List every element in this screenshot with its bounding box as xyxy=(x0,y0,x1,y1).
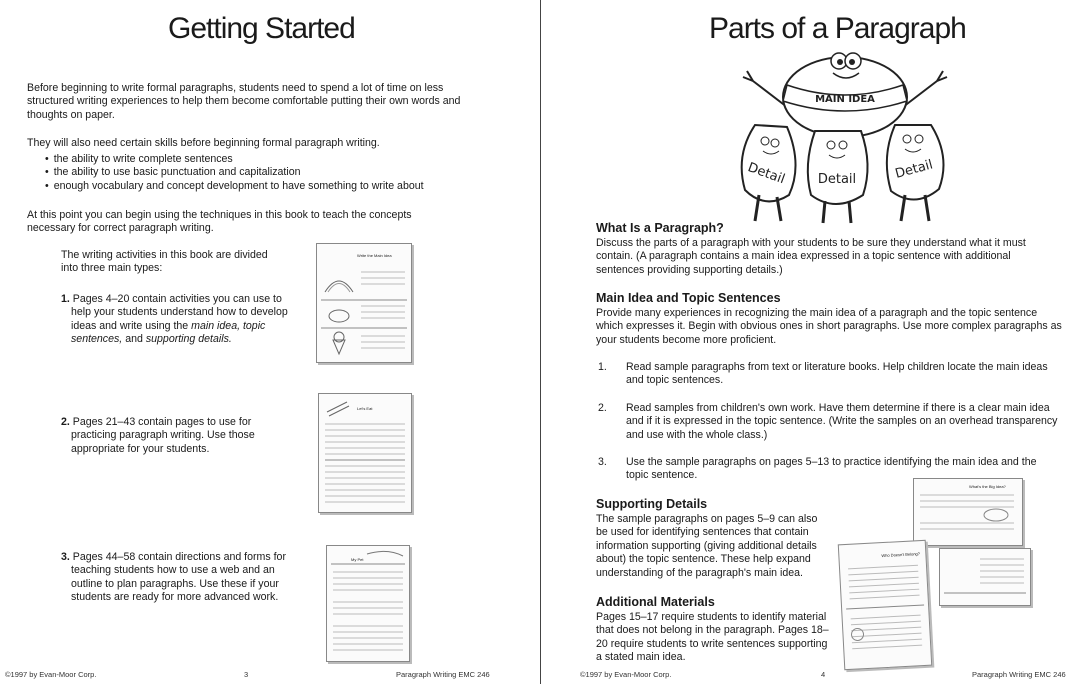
type-item-1: 1. Pages 4–20 contain activities you can use to help your students understand how to develop ideas and write using the main idea, topic sentences, and supporting details. xyxy=(61,293,288,346)
worksheet-lines xyxy=(914,479,1022,545)
point-paragraph: At this point you can begin using the techniques in this book to teach the concepts necessary for correct paragraph writing. xyxy=(27,209,412,235)
heading-main-idea: Main Idea and Topic Sentences xyxy=(596,291,781,305)
worksheet-thumbnail-main-idea xyxy=(316,243,412,363)
page-title-parts-of-a-paragraph: Parts of a Paragraph xyxy=(709,12,966,45)
worksheet-lines xyxy=(319,394,411,512)
detail-label-center: Detail xyxy=(817,172,857,187)
page-title-getting-started: Getting Started xyxy=(168,12,355,45)
type-item-2: 2. Pages 21–43 contain pages to use for practicing paragraph writing. Use those appropriate for your students. xyxy=(61,416,255,455)
thumbnail-title: Who Doesn't Belong? xyxy=(881,551,921,559)
main-idea-text: Provide many experiences in recognizing the main idea of a paragraph and the topic sentence which expresses it. Begin with obvious ones in short paragraphs. Use more complex paragraphs as your students become more proficient. xyxy=(596,307,1062,346)
step-item-1: 1. Read sample paragraphs from text or literature books. Help children locate the main ideas and topic sentences. xyxy=(598,361,1048,387)
step-item-2: 2. Read samples from children's own work. Have them determine if there is a clear main idea and if it is expressed in the topic sentence. (Write the samples on an overhead transparency and use with the whole class.) xyxy=(598,402,1058,441)
worksheet-lines xyxy=(839,541,931,669)
what-is-a-paragraph-text: Discuss the parts of a paragraph with your students to be sure they understand what it must contain. (A paragraph contains a main idea expressed in a topic sentence with additional sentences providing supporting details.) xyxy=(596,237,1026,276)
worksheet-thumbnail-my-pet xyxy=(326,545,410,662)
right-page xyxy=(541,0,1080,684)
supporting-details-text: The sample paragraphs on pages 5–9 can also be used for identifying sentences that contain information supporting (giving additional details about) the topic sentence. These help expand understanding of the paragraph's main idea. xyxy=(596,513,818,579)
footer-copyright: ©1997 by Evan-Moor Corp. xyxy=(580,670,672,679)
worksheet-illustrations xyxy=(317,244,411,362)
worksheet-lines xyxy=(327,546,409,661)
skills-list xyxy=(27,153,477,193)
footer-copyright: ©1997 by Evan-Moor Corp. xyxy=(5,670,97,679)
thumbnail-title: Write the Main Idea xyxy=(357,253,392,258)
types-intro: The writing activities in this book are divided into three main types: xyxy=(61,249,268,275)
worksheet-thumbnail-who-doesnt-belong xyxy=(838,540,932,670)
detail-label-left: Detail xyxy=(745,160,787,188)
skills-intro: They will also need certain skills before beginning formal paragraph writing. xyxy=(27,137,380,149)
heading-supporting-details: Supporting Details xyxy=(596,497,708,511)
worksheet-lines xyxy=(940,549,1030,605)
worksheet-thumbnail-big-idea xyxy=(913,478,1023,546)
step-item-3: 3. Use the sample paragraphs on pages 5–13 to practice identifying the main idea and the topic sentence. xyxy=(598,456,1037,482)
skill-item: • enough vocabulary and concept development to have something to write about xyxy=(45,180,477,193)
type-item-3: 3. Pages 44–58 contain directions and forms for teaching students how to use a web and an outline to plan paragraphs. Use these if your students are ready for more advanced work. xyxy=(61,551,286,604)
heading-additional-materials: Additional Materials xyxy=(596,595,715,609)
footer-page-number: 4 xyxy=(821,670,826,679)
thumbnail-title: What's the Big Idea? xyxy=(969,484,1006,489)
main-idea-detail-illustration xyxy=(725,45,965,225)
thumbnail-title: Let's Eat xyxy=(357,406,373,411)
thumbnail-title: My Pet xyxy=(351,557,364,562)
intro-paragraph: Before beginning to write formal paragraphs, students need to spend a lot of time on less structured writing experiences to help them become comfortable putting their own words and thoughts on paper. xyxy=(27,82,461,121)
skill-item: • the ability to write complete sentences xyxy=(45,153,477,166)
worksheet-thumbnail-lets-eat xyxy=(318,393,412,513)
footer-page-number: 3 xyxy=(244,670,249,679)
worksheet-thumbnail-overlay xyxy=(939,548,1031,606)
detail-label-right: Detail xyxy=(893,157,935,182)
skill-item: • the ability to use basic punctuation and capitalization xyxy=(45,166,477,179)
main-idea-banner-text: MAIN IDEA xyxy=(815,94,875,105)
footer-book-title: Paragraph Writing EMC 246 xyxy=(972,670,1066,679)
heading-what-is-a-paragraph: What Is a Paragraph? xyxy=(596,221,724,235)
additional-materials-text: Pages 15–17 require students to identify material that does not belong in the paragraph. Pages 18–20 require students to write sentences supporting a stated main idea. xyxy=(596,611,829,664)
footer-book-title: Paragraph Writing EMC 246 xyxy=(396,670,490,679)
